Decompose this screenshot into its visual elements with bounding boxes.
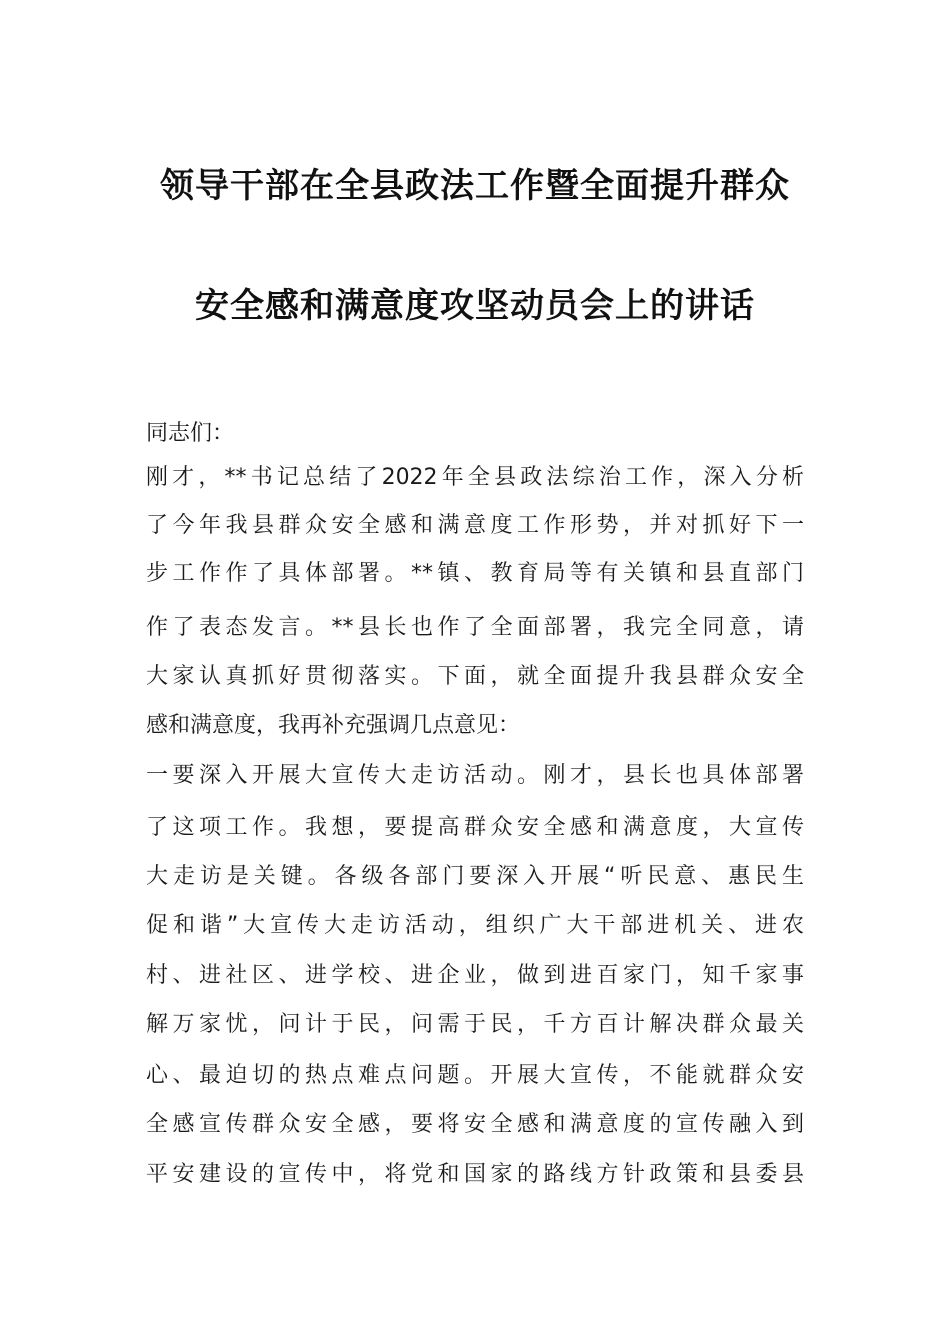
paragraph-2-line: 大走访是关键。各级各部门要深入开展“听民意、惠民生	[146, 864, 804, 889]
paragraph-2-line: 村、进社区、进学校、进企业，做到进百家门，知千家事	[146, 963, 804, 988]
paragraph-2-line: 平安建设的宣传中，将党和国家的路线方针政策和县委县	[146, 1162, 804, 1187]
paragraph-2-line: 心、最迫切的热点难点问题。开展大宣传，不能就群众安	[146, 1063, 804, 1088]
paragraph-1-line: 作了表态发言。**县长也作了全面部署，我完全同意，请	[146, 615, 804, 640]
paragraph-1-line: 刚才，**书记总结了2022年全县政法综治工作，深入分析	[146, 465, 804, 490]
document-title-line-1: 领导干部在全县政法工作暨全面提升群众	[160, 166, 790, 206]
paragraph-1-line: 步工作作了具体部署。**镇、教育局等有关镇和县直部门	[146, 561, 804, 586]
paragraph-2-line: 解万家忧，问计于民，问需于民，千方百计解决群众最关	[146, 1012, 804, 1037]
paragraph-2-line: 促和谐”大宣传大走访活动，组织广大干部进机关、进农	[146, 913, 804, 938]
paragraph-2-line: 一要深入开展大宣传大走访活动。刚才，县长也具体部署	[146, 763, 804, 788]
paragraph-1-line: 了今年我县群众安全感和满意度工作形势，并对抓好下一	[146, 513, 804, 538]
paragraph-1-line: 感和满意度，我再补充强调几点意见：	[146, 713, 521, 738]
paragraph-2-line: 全感宣传群众安全感，要将安全感和满意度的宣传融入到	[146, 1112, 804, 1137]
salutation: 同志们：	[146, 421, 235, 446]
paragraph-2-line: 了这项工作。我想，要提高群众安全感和满意度，大宣传	[146, 815, 804, 840]
document-title-line-2: 安全感和满意度攻坚动员会上的讲话	[195, 286, 755, 326]
paragraph-1-line: 大家认真抓好贯彻落实。下面，就全面提升我县群众安全	[146, 664, 804, 689]
